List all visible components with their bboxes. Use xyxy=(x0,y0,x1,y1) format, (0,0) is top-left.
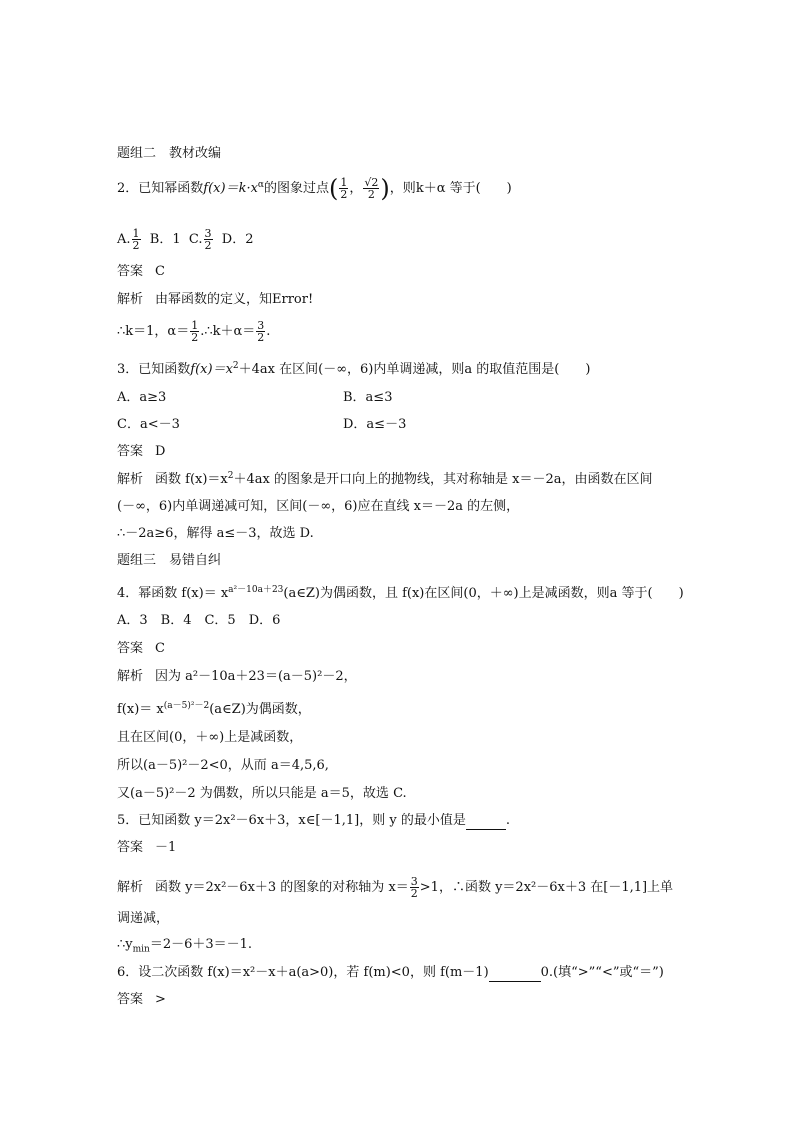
question-2-stem: 2．已知幂函数$f(x)=k\cdot x^\alpha$的图象过点( $\frac{1}{2}$ ， $\frac{√2}{2}$ )，则k＋α 等于( ) xyxy=(117,174,512,203)
question-6-answer: 答案 > xyxy=(117,992,166,1007)
question-5-solution-line2: 调递减， xyxy=(117,911,170,926)
question-2-solution: 解析 由幂函数的定义，知Error! xyxy=(117,292,314,307)
q2-stem-b: 的图象过点 xyxy=(264,181,330,196)
q2-stem-c: ，则 xyxy=(389,181,416,196)
q2-point-x: $\frac{1}{2}$ xyxy=(340,176,348,201)
q2-option-c: C. xyxy=(188,232,203,247)
q2-point-y: $\frac{√2}{2}$ xyxy=(364,176,379,201)
question-4-answer: 答案 C xyxy=(117,641,165,656)
q6-answer-blank xyxy=(489,965,541,982)
question-3-options-row2: C．a<－3 D．a≤－3 xyxy=(117,417,407,432)
q2-option-c-frac: $\frac{3}{2}$ xyxy=(204,227,212,252)
question-3-solution-line2: (－∞，6)内单调递减可知，区间(－∞，6)应在直线 x＝－2a 的左侧， xyxy=(117,499,520,514)
q5-answer-blank xyxy=(466,813,506,830)
question-2-solution-line2: ∴k＝1，α＝ $\frac{1}{2}$ .∴k＋α＝ $\frac{3}{2}$ . xyxy=(117,319,271,344)
section-heading-3: 题组三 易错自纠 xyxy=(117,553,222,568)
question-3-options-row1: A．a≥3 B．a≤3 xyxy=(117,390,393,405)
question-3-solution: 解析 函数 $f(x)=x^2+4ax$ 的图象是开口向上的抛物线，其对称轴是 x＝－2a，由函数在区间 xyxy=(117,471,653,487)
question-3-solution-line3: ∴－2a≥6，解得 a≤－3，故选 D. xyxy=(117,526,314,541)
question-2-options xyxy=(117,228,253,251)
question-4-stem: 4．幂函数 $f(x)= x^{a^2-10a+23}(a\in Z)$为偶函数，且 f(x)在区间(0，＋∞)上是减函数，则a 等于( ) xyxy=(117,585,684,601)
q2-stem-a: 2．已知幂函数 xyxy=(117,181,204,196)
section-heading-2: 题组二 教材改编 xyxy=(117,146,222,161)
question-2-answer: 答案 C xyxy=(117,264,165,279)
right-paren: ) xyxy=(380,174,390,203)
question-5-solution: 解析 函数 y＝2x²－6x＋3 的图象的对称轴为 x＝ $\frac{3}{2}$ >1，∴函数 y＝2x²－6x＋3 在[－1,1]上单 xyxy=(117,875,674,900)
q2-stem-d: k＋α 等于( ) xyxy=(415,181,512,196)
question-4-solution: 解析 因为 a²－10a＋23＝(a－5)²－2， xyxy=(117,669,357,684)
q2-option-d: D．2 xyxy=(221,232,254,247)
question-3-stem: 3．已知函数$f(x)=x^2+4ax$ 在区间(－∞，6)内单调递减，则a 的取值范围是( ) xyxy=(117,361,591,377)
question-5-answer: 答案 －1 xyxy=(117,840,177,855)
q2-option-a-frac: $\frac{1}{2}$ xyxy=(132,227,140,252)
question-4-solution-line3: 且在区间(0，＋∞)上是减函数， xyxy=(117,730,303,745)
question-3-answer: 答案 D xyxy=(117,444,166,459)
question-5-solution-line3: $\therefore y_{min}=2-6+3=-1$. xyxy=(117,937,253,955)
question-4-solution-line5: 又(a－5)²－2 为偶数，所以只能是 a＝5，故选 C. xyxy=(117,786,407,801)
q2-option-b: B．1 xyxy=(149,232,181,247)
question-5-stem: 5．已知函数 y＝2x²－6x＋3，x∈[－1,1]，则 y 的最小值是 . xyxy=(117,813,510,828)
question-4-options: A．3 B．4 C．5 D．6 xyxy=(117,613,281,628)
question-4-solution-line2: $f(x)= x^{(a-5)^2-2}(a\in Z)$为偶函数， xyxy=(117,701,311,717)
q2-exp: α xyxy=(257,180,264,190)
q2-option-a: A. xyxy=(117,232,131,247)
question-4-solution-line4: 所以(a－5)²－2<0，从而 a＝4,5,6, xyxy=(117,758,329,773)
q2-func: f(x)＝k·x xyxy=(203,181,258,196)
left-paren: ( xyxy=(329,174,339,203)
question-6-stem: 6．设二次函数 f(x)＝x²－x＋a(a>0)，若 f(m)<0，则 f(m－1) 0.(填“>”“<”或“＝”) xyxy=(117,965,664,980)
